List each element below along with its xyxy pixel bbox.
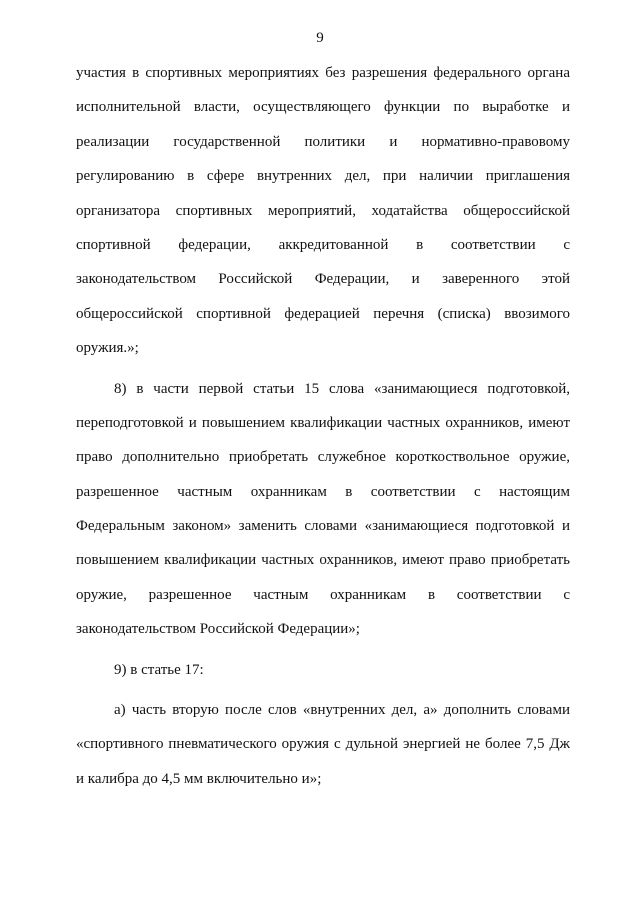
text-line: право дополнительно приобретать служебное короткоствольное оружие, <box>76 449 570 466</box>
paragraph-item-9 <box>76 653 570 687</box>
document-body <box>76 56 570 796</box>
text-line: общероссийской спортивной федерацией перечня (списка) ввозимого <box>76 305 570 322</box>
paragraph-continuation <box>76 56 570 366</box>
text-line: оружия.»; <box>76 340 139 357</box>
text-line: переподготовкой и повышением квалификации частных охранников, имеют <box>76 414 570 431</box>
text-line: участия в спортивных мероприятиях без разрешения федерального органа <box>76 65 570 81</box>
text-line: регулированию в сфере внутренних дел, при наличии приглашения <box>76 168 570 185</box>
text-line: оружие, разрешенное частным охранникам в соответствии с <box>76 586 570 603</box>
text-line: разрешенное частным охранникам в соответствии с настоящим <box>76 483 570 500</box>
text-line: и калибра до 4,5 мм включительно и»; <box>76 770 322 787</box>
text-line: повышением квалификации частных охранников, имеют право приобретать <box>76 552 570 569</box>
paragraph-subitem-a <box>76 693 570 796</box>
text-line: исполнительной власти, осуществляющего функции по выработке и <box>76 99 570 116</box>
text-line: 8) в части первой статьи 15 слова «занимающиеся подготовкой, <box>114 380 570 397</box>
text-line: Федеральным законом» заменить словами «занимающиеся подготовкой и <box>76 518 570 535</box>
page-number: 9 <box>316 30 324 46</box>
text-line: реализации государственной политики и нормативно-правовому <box>76 133 570 150</box>
text-line: «спортивного пневматического оружия с дульной энергией не более 7,5 Дж <box>76 736 570 753</box>
paragraph-item-8 <box>76 372 570 647</box>
text-line: 9) в статье 17: <box>114 661 204 678</box>
text-line: спортивной федерации, аккредитованной в соответствии с <box>76 236 570 253</box>
text-line: законодательством Российской Федерации»; <box>76 621 360 638</box>
text-line: законодательством Российской Федерации, и заверенного этой <box>76 271 570 288</box>
text-line: организатора спортивных мероприятий, ходатайства общероссийской <box>76 202 570 219</box>
text-line: а) часть вторую после слов «внутренних дел, а» дополнить словами <box>114 702 570 719</box>
